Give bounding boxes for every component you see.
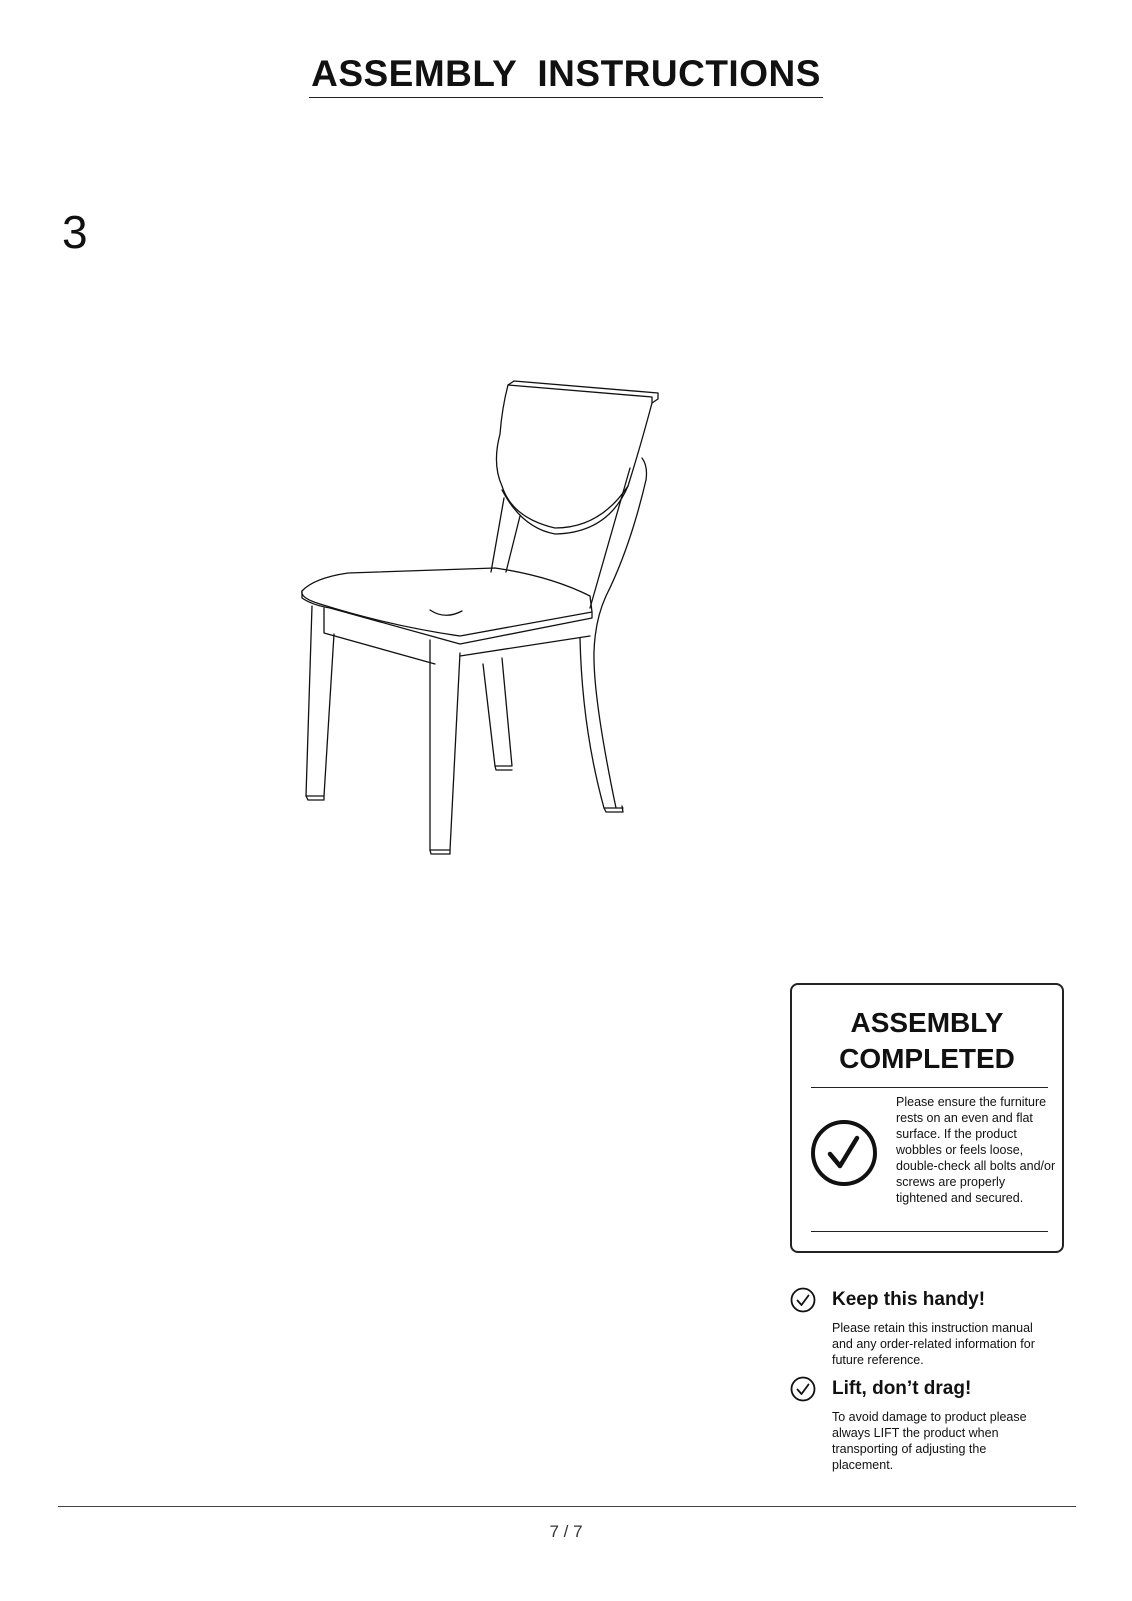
- assembly-completed-title: ASSEMBLY COMPLETED: [839, 1007, 1015, 1074]
- chair-illustration: [290, 368, 690, 878]
- assembly-completed-text: Please ensure the furniture rests on an even and flat surface. If the product wobbles or feels loose, double-check all bolts and/or screws are properly tightened and secured.: [896, 1095, 1056, 1205]
- assembly-completed-box: [790, 983, 1064, 1253]
- tip-text: Please retain this instruction manual and any order-related information for future reference.: [832, 1321, 1035, 1367]
- check-circle-icon: [790, 1287, 816, 1313]
- page-header: [0, 52, 1132, 98]
- check-circle-icon: [790, 1376, 816, 1402]
- tip-title: Lift, don’t drag!: [832, 1378, 972, 1399]
- divider: [811, 1087, 1048, 1088]
- tip-text: To avoid damage to product please always LIFT the product when transporting of adjusting the placement.: [832, 1410, 1027, 1472]
- page-number: 7 / 7: [549, 1522, 583, 1541]
- tip-title: Keep this handy!: [832, 1289, 986, 1310]
- divider: [811, 1231, 1048, 1232]
- page-title: ASSEMBLY INSTRUCTIONS: [309, 52, 823, 98]
- step-number: 3: [62, 206, 88, 258]
- check-circle-icon: [809, 1118, 879, 1188]
- footer-divider: [58, 1506, 1076, 1507]
